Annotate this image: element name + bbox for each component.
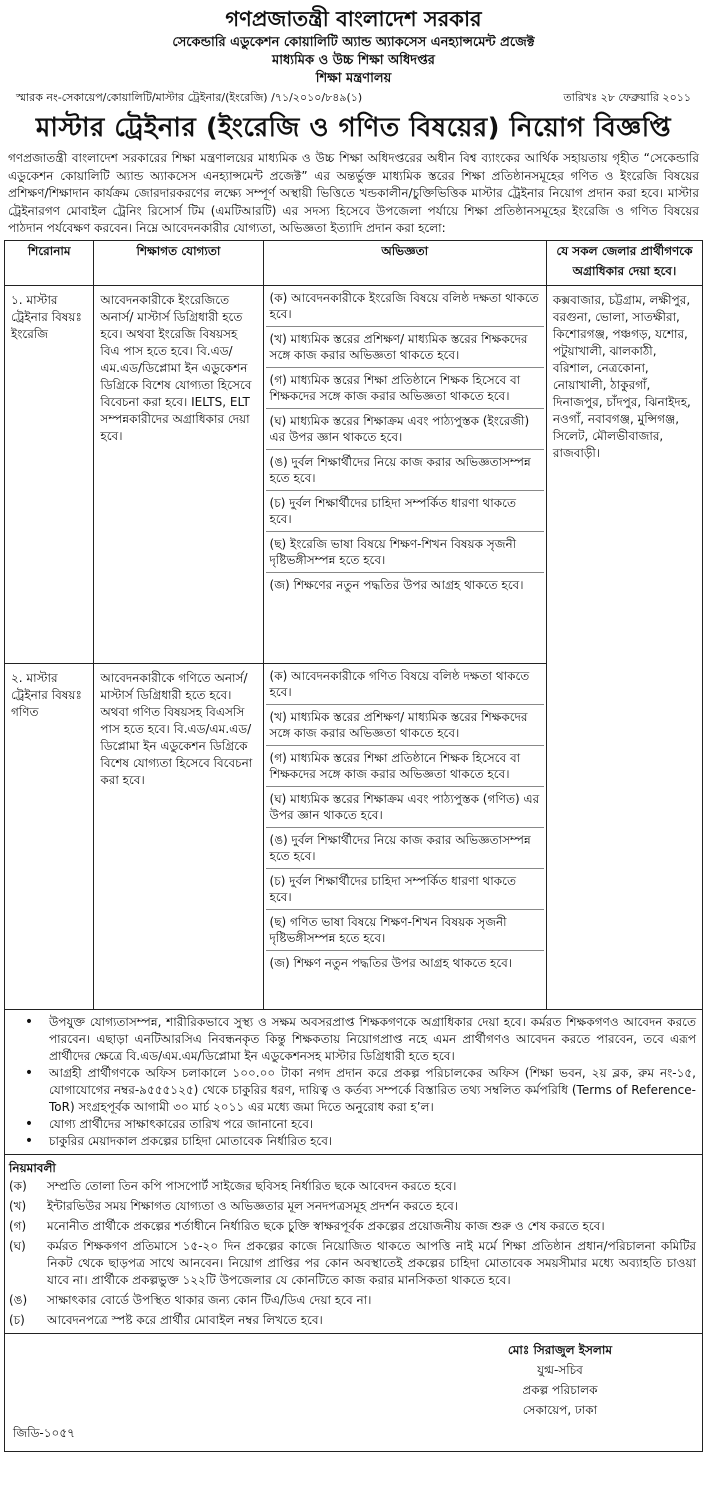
reference-row (4, 88, 703, 108)
government-title: গণপ্রজাতন্ত্রী বাংলাদেশ সরকার (225, 7, 482, 31)
priority-districts: কক্সবাজার, চট্টগ্রাম, লক্ষীপুর, বরগুনা, ভোলা, সাতক্ষীরা, কিশোরগঞ্জ, পঞ্চগড়, যশোর, পটুয়াখালী, ঝালকাঠী, বরিশাল, নেত্রকোনা, নোয়াখালী, ঠাকুরগাঁ, দিনাজপুর, চাঁদপুর, ঝিনাইদহ, নওগাঁ, নবাবগঞ্জ, মুন্সিগঞ্জ, সিলেট, মৌলভীবাজার, রাজবাড়ী। (546, 285, 702, 1009)
experience-item: (চ) দুর্বল শিক্ষার্থীদের চাহিদা সম্পর্কিত ধারণা থাকতে হবে। (266, 493, 544, 532)
list-item: • উপযুক্ত যোগ্যতাসম্পন্ন, শারীরিকভাবে সুস্থ্য ও সক্ষম অবসরপ্রাপ্ত শিক্ষকগণকে অগ্রাধিকার দেয়া হবে। কর্মরত শিক্ষকগণও আবেদন করতে পারবেন। এছাড়া এনটিআরসিএ নিবন্ধনকৃত কিন্তু শিক্ষকতায় নিয়োগপ্রাপ্ত নহে এমন প্রার্থীগণও আবেদন করতে পারবেন, তবে এরূপ প্রার্থীদের ক্ষেত্রে বি.এড/এম.এম/ডিপ্লোমা ইন এডুকেশনসহ মাস্টার ডিগ্রিধারী হতে হবে। (9, 1014, 696, 1065)
rules-section (4, 1155, 703, 1334)
rule-item: (খ) ইন্টারভিউর সময় শিক্ষাগত যোগ্যতা ও অভিজ্ঞতার মূল সনদপত্রসমূহ প্রদর্শন করতে হবে। (9, 1198, 459, 1213)
experience-item: (ক) আবেদনকারীকে ইংরেজি বিষয়ে বলিষ্ঠ দক্ষতা থাকতে হবে। (266, 288, 544, 327)
notice-date: তারিখঃ ২৮ ফেব্রুয়ারি ২০১১ (563, 91, 691, 104)
project-name: সেকেন্ডারি এডুকেশন কোয়ালিটি অ্যান্ড অ্যাকসেস এনহ্যান্সমেন্ট প্রজেক্ট (172, 35, 535, 50)
experience-item: (ছ) গণিত ভাষা বিষয়ে শিক্ষণ-শিখন বিষয়ক সৃজনী দৃষ্টিভঙ্গীসম্পন্ন হতে হবে। (266, 912, 544, 951)
experience-item: (ঘ) মাধ্যমিক স্তরের শিক্ষাক্রম এবং পাঠ্যপুস্তক (ইংরেজী) এর উপর জ্ঞান থাকতে হবে। (266, 411, 544, 450)
rule-item: (চ) আবেদনপত্রে স্পষ্ট করে প্রার্থীর মোবাইল নম্বর লিখতে হবে। (9, 1312, 323, 1327)
list-item: • আগ্রহী প্রার্থীগণকে অফিস চলাকালে ১০০.০০ টাকা নগদ প্রদান করে প্রকল্প পরিচালকের অফিস (শিক্ষা ভবন, ২য় ব্লক, রুম নং-১৫, যোগাযোগের নম্বর-৯৫৫৫১২৫) থেকে চাকুরির ধরণ, দায়িত্ব ও কর্তব্য সম্পর্কে বিস্তারিত তথ্য সম্বলিত কর্মপরিধি (Terms of Reference-ToR) সংগ্রহপূর্বক আগামী ৩০ মার্চ ২০১১ এর মধ্যে জমা দিতে অনুরোধ করা হ’ল। (9, 1065, 696, 1116)
bullet-icon: • (24, 1013, 34, 1030)
rule-item: (ঘ) কর্মরত শিক্ষকগণ প্রতিমাসে ১৫-২০ দিন প্রকল্পের কাজে নিয়োজিত থাকতে আপত্তি নাই মর্মে শিক্ষা প্রতিষ্ঠান প্রধান/পরিচালনা কমিটির নিকট থেকে ছাড়পত্র সাথে আনবেন। নিয়োগ প্রাপ্তির পর কোন অবস্থাতেই প্রকল্পের চাহিদা মোতাবেক সময়সীমার মধ্যে অব্যাহতি চাওয়া যাবে না। প্রার্থীকে প্রকল্পভুক্ত ১২২টি উপজেলার যে কোনটিতে কাজ করার মানসিকতা থাকতে হবে। (9, 1238, 696, 1287)
row-qualification: আবেদনকারীকে ইংরেজিতে অনার্স/ মাস্টার্স ডিগ্রিধারী হতে হবে। অথবা ইংরেজি বিষয়সহ বিএ পাস হতে হবে। বি.এড/ এম.এড/ডিপ্লোমা ইন এডুকেশন ডিগ্রিকে বিশেষ যোগ্যতা হিসেবে বিবেচনা করা হবে। IELTS, ELT সম্পন্নকারীদের অগ্রাধিকার দেয়া হবে। (94, 285, 263, 663)
conditions-list (4, 1010, 703, 1155)
list-item: • চাকুরির মেয়াদকাল প্রকল্পের চাহিদা মোতাবেক নির্ধারিত হবে। (9, 1133, 696, 1150)
experience-item: (খ) মাধ্যমিক স্তরের প্রশিক্ষণ/ মাধ্যমিক স্তরের শিক্ষকদের সঙ্গে কাজ করার অভিজ্ঞতা থাকতে হবে। (266, 707, 544, 746)
list-item: • যোগ্য প্রার্থীদের সাক্ষাৎকারের তারিখ পরে জানানো হবে। (9, 1116, 696, 1133)
memo-number: স্মারক নং-সেকায়েপ/কোয়ালিটি/মাস্টার ট্রেইনার/(ইংরেজি) /৭১/২০১০/৮৪৯(১) (16, 91, 363, 104)
header-experience: অভিজ্ঞতা (263, 240, 546, 285)
signatory-name: মোঃ সিরাজুল ইসলাম (507, 1342, 612, 1357)
experience-item: (ক) আবেদনকারীকে গণিত বিষয়ে বলিষ্ঠ দক্ষতা থাকতে হবে। (266, 666, 544, 705)
experience-item: (জ) শিক্ষণ নতুন পদ্ধতির উপর আগ্রহ থাকতে হবে। (269, 955, 513, 970)
experience-item: (গ) মাধ্যমিক স্তরের শিক্ষা প্রতিষ্ঠানে শিক্ষক হিসেবে বা শিক্ষকদের সঙ্গে কাজ করার অভিজ্ঞতা থাকতে হবে। (266, 748, 544, 787)
table-header-row (5, 240, 703, 285)
experience-item: (চ) দুর্বল শিক্ষার্থীদের চাহিদা সম্পর্কিত ধারণা থাকতে হবে। (266, 871, 544, 910)
ad-code: জিডি-১০৫৭ (13, 1425, 75, 1440)
experience-item: (ছ) ইংরেজি ভাষা বিষয়ে শিক্ষণ-শিখন বিষয়ক সৃজনী দৃষ্টিভঙ্গীসম্পন্ন হতে হবে। (266, 534, 544, 573)
notice-title: মাস্টার ট্রেইনার (ইংরেজি ও গণিত বিষয়ের) নিয়োগ বিজ্ঞপ্তি (35, 113, 672, 143)
experience-item: (জ) শিক্ষণের নতুন পদ্ধতির উপর আগ্রহ থাকতে হবে। (269, 577, 524, 592)
header-districts: যে সকল জেলার প্রার্থীগণকে অগ্রাধিকার দেয়া হবে। (546, 240, 702, 285)
directorate-name: মাধ্যমিক ও উচ্চ শিক্ষা অধিদপ্তর (272, 53, 435, 68)
rules-title: নিয়মাবলী (9, 1160, 56, 1175)
experience-item: (খ) মাধ্যমিক স্তরের প্রশিক্ষণ/ মাধ্যমিক স্তরের শিক্ষকদের সঙ্গে কাজ করার অভিজ্ঞতা থাকতে হবে। (266, 329, 544, 368)
ministry-name: শিক্ষা মন্ত্রণালয় (315, 71, 392, 86)
intro-paragraph: গণপ্রজাতন্ত্রী বাংলাদেশ সরকারের শিক্ষা মন্ত্রণালয়ের মাধ্যমিক ও উচ্চ শিক্ষা অধিদপ্তরের অধীন বিশ্ব ব্যাংকের আর্থিক সহায়তায় গৃহীত “সেকেন্ডারি এডুকেশন কোয়ালিটি অ্যান্ড অ্যাকসেস এনহ্যান্সমেন্ট প্রজেক্ট” এর অন্তর্ভুক্ত মাধ্যমিক স্তরের শিক্ষা প্রতিষ্ঠানসমূহের গণিত ও ইংরেজি বিষয়ের প্রশিক্ষণ/শিক্ষাদান কার্যক্রম জোরদারকরণের লক্ষ্যে সম্পূর্ণ অস্থায়ী ভিত্তিতে খন্ডকালীন/চুক্তিভিত্তিক মাস্টার ট্রেইনার নিয়োগ প্রদান করা হবে। মাস্টার ট্রেইনারগণ মোবাইল ট্রেনিং রিসোর্স টিম (এমটিআরটি) এর সদস্য হিসেবে উপজেলা পর্যায়ে শিক্ষা প্রতিষ্ঠানসমূহের ইংরেজি ও গণিত বিষয়ের পাঠদান পর্যবেক্ষণ করবেন। নিম্নে আবেদনকারীর যোগ্যতা, অভিজ্ঞতা ইত্যাদি প্রদান করা হলো: (8, 151, 699, 235)
signatory-role: প্রকল্প পরিচালক (522, 1382, 598, 1397)
bullet-icon: • (24, 1132, 34, 1149)
signatory (508, 1340, 612, 1420)
row-title: ২. মাস্টার ট্রেইনার বিষয়ঃ গণিত (5, 663, 94, 1009)
experience-item: (ঘ) মাধ্যমিক স্তরের শিক্ষাক্রম এবং পাঠ্যপুস্তক (গণিত) এর উপর জ্ঞান থাকতে হবে। (266, 789, 544, 828)
row-experience (263, 663, 546, 1009)
signatory-designation: যুগ্ম-সচিব (537, 1362, 583, 1377)
signatory-office: সেকায়েপ, ঢাকা (522, 1402, 598, 1417)
signature-block (4, 1334, 703, 1452)
header-qualification: শিক্ষাগত যোগ্যতা (94, 240, 263, 285)
row-title: ১. মাস্টার ট্রেইনার বিষয়ঃ ইংরেজি (5, 285, 94, 663)
experience-item: (ঙ) দুর্বল শিক্ষার্থীদের নিয়ে কাজ করার অভিজ্ঞতাসম্পন্ন হতে হবে। (266, 830, 544, 869)
rule-item: (গ) মনোনীত প্রার্থীকে প্রকল্পের শর্তাধীনে নির্ধারিত ছকে চুক্তি স্বাক্ষরপূর্বক প্রকল্পের প্রয়োজনীয় কাজ শুরু ও শেষ করতে হবে। (9, 1218, 605, 1233)
bullet-icon: • (24, 1064, 34, 1081)
experience-item: (গ) মাধ্যমিক স্তরের শিক্ষা প্রতিষ্ঠানে শিক্ষক হিসেবে বা শিক্ষকদের সঙ্গে কাজ করার অভিজ্ঞতা থাকতে হবে। (266, 370, 544, 409)
row-experience (263, 285, 546, 663)
requirements-table (4, 240, 703, 1010)
bullet-icon: • (24, 1115, 34, 1132)
experience-item: (ঙ) দুর্বল শিক্ষার্থীদের নিয়ে কাজ করার অভিজ্ঞতাসম্পন্ন হতে হবে। (266, 452, 544, 491)
table-row (5, 285, 703, 663)
notice-header (4, 0, 703, 88)
rule-item: (ঙ) সাক্ষাৎকার বোর্ডে উপস্থিত থাকার জন্য কোন টিএ/ডিএ দেয়া হবে না। (9, 1292, 372, 1307)
header-title: শিরোনাম (5, 240, 94, 285)
row-qualification: আবেদনকারীকে গণিতে অনার্স/মাস্টার্স ডিগ্রিধারী হতে হবে। অথবা গণিত বিষয়সহ বিএসসি পাস হতে হবে। বি.এড/এম.এড/ডিপ্লোমা ইন এডুকেশন ডিগ্রিকে বিশেষ যোগ্যতা হিসেবে বিবেচনা করা হবে। (94, 663, 263, 1009)
rule-item: (ক) সম্প্রতি তোলা তিন কপি পাসপোর্ট সাইজের ছবিসহ নির্ধারিত ছকে আবেদন করতে হবে। (9, 1178, 457, 1193)
